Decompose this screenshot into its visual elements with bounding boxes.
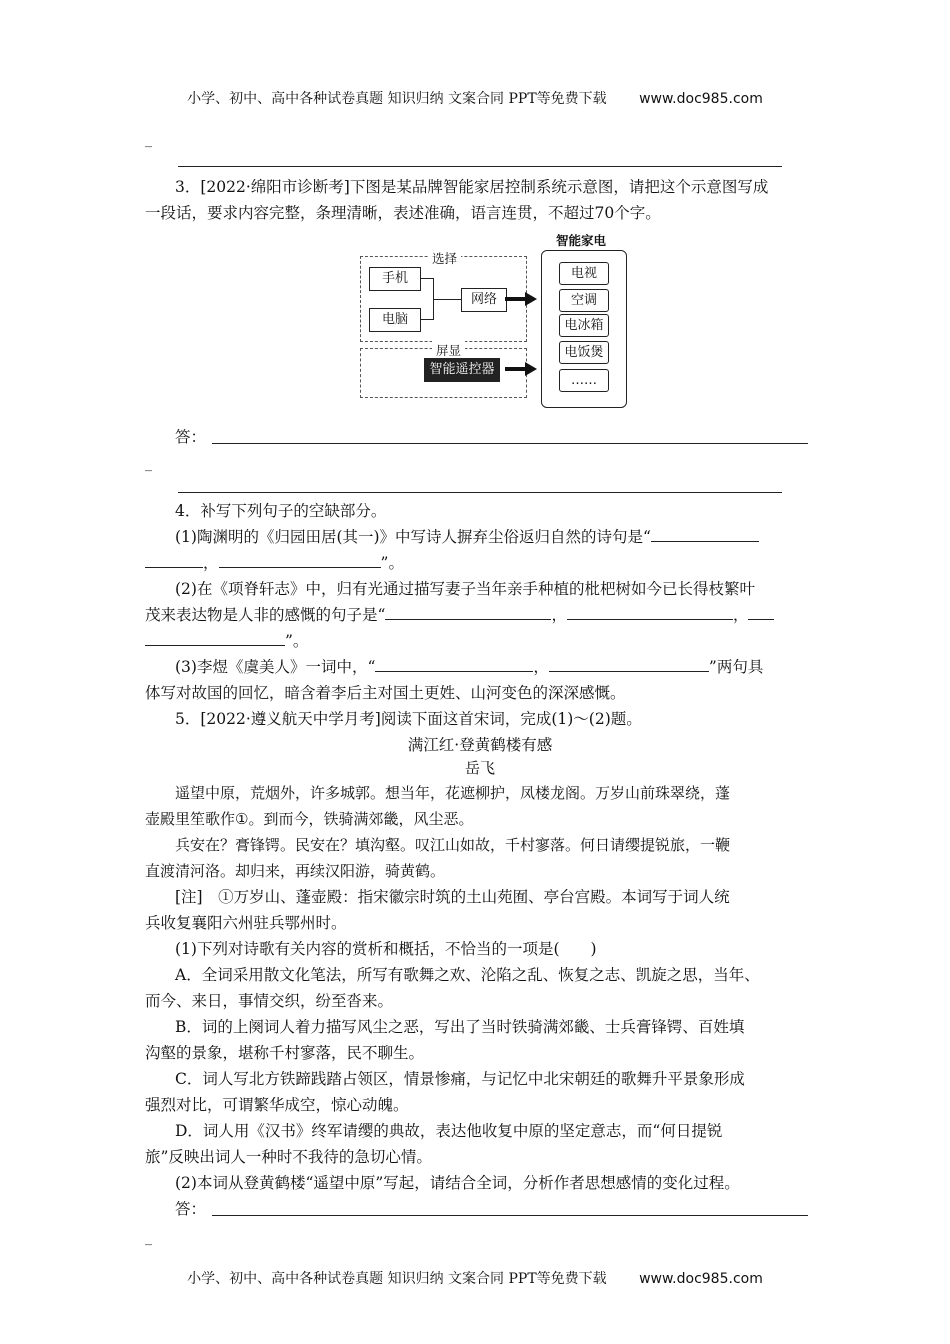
option-a-line1: A．全词采用散文化笔法，所写有歌舞之欢、沦陷之乱、恢复之志、凯旋之思，当年、 (175, 966, 760, 984)
q4-p2-text: 茂来表达物是人非的感慨的句子是“ (145, 606, 386, 624)
q5-answer-label: 答： (175, 1200, 207, 1218)
line-dash: _ (145, 456, 152, 472)
footer-text: 小学、初中、高中各种试卷真题 知识归纳 文案合同 PPT等免费下载 (187, 1271, 607, 1287)
comma: ， (203, 554, 219, 572)
appliance-item: …… (559, 369, 609, 392)
q4-p3-line1 (175, 654, 815, 680)
arrow-icon (505, 362, 537, 376)
answer-rule (178, 166, 782, 167)
line-dash: _ (145, 132, 152, 148)
fill-blank[interactable] (145, 551, 203, 568)
header-site: www.doc985.com (639, 91, 763, 107)
header-text: 小学、初中、高中各种试卷真题 知识归纳 文案合同 PPT等免费下载 (187, 91, 607, 107)
poem-title: 满江红·登黄鹤楼有感 (407, 736, 553, 754)
poem-author: 岳飞 (464, 759, 495, 777)
arrow-icon (505, 292, 537, 306)
appliances-title: 智能家电 (556, 233, 607, 248)
q4-p2-line2 (145, 602, 815, 628)
appliance-item: 空调 (559, 289, 609, 312)
q5-sub1: (1)下列对诗歌有关内容的赏析和概括，不恰当的一项是( ) (175, 940, 597, 958)
page-header (0, 88, 950, 108)
poem-line: 兵安在？膏锋锷。民安在？填沟壑。叹江山如故，千村寥落。何日请缨提锐旅，一鞭 (175, 836, 731, 854)
fill-blank[interactable] (385, 603, 551, 620)
q5-title: 5．[2022·遵义航天中学月考]阅读下面这首宋词，完成(1)～(2)题。 (175, 710, 642, 728)
fill-blank[interactable] (651, 525, 759, 542)
answer-rule (212, 1215, 808, 1216)
option-c-line1: C．词人写北方铁蹄践踏占领区，情景惨痛，与记忆中北宋朝廷的歌舞升平景象形成 (175, 1070, 745, 1088)
comma: ， (732, 606, 749, 624)
select-label: 选择 (428, 249, 461, 267)
q4-p3-line2: 体写对故国的回忆，暗含着李后主对国土更姓、山河变色的深深感慨。 (145, 684, 626, 702)
network-box: 网络 (461, 288, 507, 312)
remote-box: 智能遥控器 (424, 358, 500, 382)
fill-blank[interactable] (219, 551, 381, 568)
fill-blank[interactable] (748, 603, 774, 620)
answer-rule (178, 492, 782, 493)
phone-box: 手机 (369, 267, 421, 291)
option-b-line2: 沟壑的景象，堪称千村寥落，民不聊生。 (145, 1044, 425, 1062)
q4-p2-line1: (2)在《项脊轩志》中，归有光通过描写妻子当年亲手种植的枇杷树如今已长得枝繁叶 (175, 580, 755, 598)
q4-title: 4．补写下列句子的空缺部分。 (175, 502, 387, 520)
close-quote: ”。 (380, 554, 404, 572)
poem-line: 壶殿里笙歌作①。到而今，铁骑满郊畿，风尘恶。 (145, 810, 474, 828)
appliance-item: 电视 (559, 262, 609, 285)
q3-answer-label: 答： (175, 428, 207, 446)
close-quote: ”。 (285, 632, 309, 650)
footer-site: www.doc985.com (639, 1271, 763, 1287)
option-a-line2: 而今、来日，事情交织，纷至沓来。 (145, 992, 394, 1010)
connector (420, 319, 434, 320)
line-dash: _ (145, 1230, 152, 1246)
option-b-line1: B．词的上阕词人着力描写风尘之恶，写出了当时铁骑满郊畿、士兵膏锋锷、百姓填 (175, 1018, 745, 1036)
fill-blank[interactable] (375, 655, 533, 672)
computer-box: 电脑 (369, 308, 421, 332)
q4-p2-line3 (145, 628, 815, 654)
poem-line: 遥望中原，荒烟外，许多城郭。想当年，花遮柳护，凤楼龙阁。万岁山前珠翠绕，蓬 (175, 784, 731, 802)
comma: ， (533, 658, 549, 676)
q5-note-line2: 兵收复襄阳六州驻兵鄂州时。 (145, 914, 347, 932)
q4-p1-line1 (175, 524, 815, 550)
appliance-item: 电冰箱 (559, 314, 609, 337)
appliance-item: 电饭煲 (559, 341, 609, 364)
q4-p1-text: (1)陶渊明的《归园田居(其一)》中写诗人摒弃尘俗返归自然的诗句是“ (175, 528, 651, 546)
answer-rule (212, 443, 808, 444)
fill-blank[interactable] (145, 629, 285, 646)
option-d-line1: D．词人用《汉书》终军请缨的典故，表达他收复中原的坚定意志，而“何日提锐 (175, 1122, 723, 1140)
q5-sub2: (2)本词从登黄鹤楼“遥望中原”写起，请结合全词，分析作者思想感情的变化过程。 (175, 1174, 740, 1192)
page-footer (0, 1268, 950, 1288)
q4-p3-tail: ”两句具 (708, 658, 764, 676)
poem-line: 直渡清河洛。却归来，再续汉阳游，骑黄鹤。 (145, 862, 446, 880)
q3-line2: 一段话，要求内容完整，条理清晰，表述准确，语言连贯，不超过70个字。 (145, 204, 661, 222)
fill-blank[interactable] (549, 655, 709, 672)
comma: ， (551, 606, 567, 624)
connector (420, 278, 434, 279)
screen-label: 屏显 (432, 341, 465, 359)
fill-blank[interactable] (567, 603, 733, 620)
q5-note-line1: [注] ①万岁山、蓬壶殿：指宋徽宗时筑的土山苑囿、亭台宫殿。本词写于词人统 (175, 888, 730, 906)
q4-p3-text: (3)李煜《虞美人》一词中，“ (175, 658, 376, 676)
q3-line1: 3．[2022·绵阳市诊断考]下图是某品牌智能家居控制系统示意图，请把这个示意图写成 (175, 178, 769, 196)
connector (433, 299, 461, 300)
option-d-line2: 旅”反映出词人一种时不我待的急切心情。 (145, 1148, 432, 1166)
q4-p1-line2 (145, 550, 815, 576)
option-c-line2: 强烈对比，可谓繁华成空，惊心动魄。 (145, 1096, 409, 1114)
